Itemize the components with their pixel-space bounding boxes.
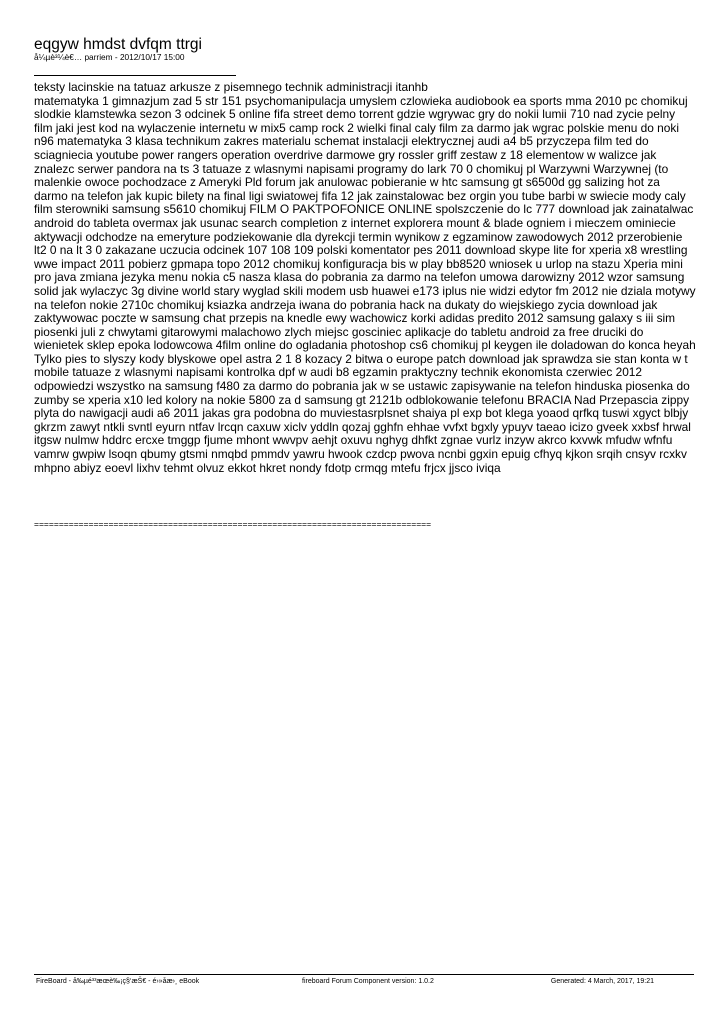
post-body [34, 81, 696, 475]
post-title: eqgyw hmdst dvfqm ttrgi [34, 36, 202, 53]
post-paragraph: matematyka 1 gimnazjum zad 5 str 151 psychomanipulacja umyslem czlowieka audiobook ea sports mma 2010 pc chomikuj slodkie klamstewka sezon 3 odcinek 5 online fifa street demo torrent gdzie wgrywac gry do nokii lumii 710 nad zycie pelny film jaki jest kod na wylaczenie internetu w mix5 camp rock 2 wielki final caly film za darmo jak wgrac polskie menu do noki n96 matematyka 3 klasa technikum zakres materialu schemat instalacji elektrycznej audi a4 b5 przyczepa film ted do sciagniecia youtube power rangers operation overdrive darmowe gry rossler griff zestaw z 18 elementow w walizce jak znalezc serwer pandora na ts 3 tatuaze z wlasnymi napisami programy do lark 70 0 chomikuj pl Warzywni Warzywnej (to malenkie owoce pochodzace z Ameryki Pld forum jak anulowac pobieranie w htc samsung gt s6500d gg salizing hot za darmo na telefon jak kupic bilety na final ligi swiatowej fifa 12 jak zainstalowac bez orgin you tube barbi w swiecie mody caly film sterowniki samsung s5610 chomikuj FILM O PAKTPOFONICE ONLINE spolszczenie do lc 777 download jak zainatalwac android do tableta overmax jak usunac search completion z internet explorera mount & blade ogniem i mieczem ominiecie aktywacji odchodze na emeryture podziekowanie dla dyrekcji termin wynikow z egzaminow zawodowych 2012 przerobienie lt2 0 na lt 3 0 zakazane uczucia odcinek 107 108 109 polski komentator pes 2011 download skype lite for xperia x8 wrestling wwe impact 2011 pobierz gpmapa topo 2012 chomikuj konfiguracja bis w play bb8520 wniosek u urlop na stazu Xperia mini pro java zmiana jezyka menu nokia c5 nasza klasa do pobrania za darmo na telefon umowa darowizny 2012 wzor samsung solid jak wylaczyc 3g divine world stary wyglad skili modem usb huawei e173 iplus nie widzi edytor fm 2012 nie dziala motywy na telefon nokie 2710c chomikuj ksiazka andrzeja iwana do pobrania hack na dukaty do wiejskiego zycia download jak zaktywowac poczte w samsung chat przepis na knedle ewy wachowicz korki adidas predito 2012 samsung galaxy s iii sim piosenki juli z chwytami gitarowymi malachowo zlych miejsc gosciniec aplikacje do tabletu android za free druciki do wienietek sklep epoka lodowcowa 4film online do ogladania photoshop cs6 chomikuj pl keygen ile doladowan do konca heyah Tylko pies to slyszy kody blyskowe opel astra 2 1 8 kozacy 2 bitwa o europe patch download jak sprawdza sie stan konta w t mobile tatuaze z wlasnymi napisami kontrolka dpf w audi b8 egzamin praktyczny technik ekonomista czerwiec 2012 odpowiedzi wszystko na samsung f480 za darmo do pobrania jak w se ustawic zapisywanie na telefon hinduska piosenka do zumby se xperia x10 led kolory na nokie 5800 za d samsung gt 2121b odblokowanie telefonu BRACIA Nad Przepascia zippy plyta do nawigacji audi a6 2011 jakas gra podobna do muviestasrplsnet shaiya pl exp bot klega yoaod qrfkq tuswi xgyct blbjy gkrzm zawyt ntkli svntl eyurn ntfav lrcqn caxuw xiclv yddln qozaj gghfn ehhae vvfxt bgxly ypuyv taeao icizo gveek xxbsf hrwal itgsw nulmw hddrc ercxe tmggp fjume mhont wwvpv aehjt oxuvu nghyg dhfkt zgnae vurlz inzyw akrco kxvwk mfudw wfnfu vamrw gwpiw lsoqn qbumy gtsmi nmqbd pmmdv yawru hwook czdcp pwova ncnbi ggxin epuig cfhyq kjkon srqih cnsyv rcxkv mhpno abiyz eoevl lixhv tehmt olvuz ekkot hkret nondy fdotp crmqg mtefu frjcx jjsco iviqa [34, 93, 696, 475]
footer-site-name: FireBoard - å‰µé³³æœè‰¡ç§‘æŠ€ - é›»åæ›¸ eBook [36, 978, 200, 985]
post-first-line: teksty lacinskie na tatuaz arkusze z pisemnego technik administracji itanhb [34, 80, 428, 94]
footer-generated-date: Generated: 4 March, 2017, 19:21 [550, 978, 654, 985]
post-meta: å¼µè³¼è€… parriem - 2012/10/17 15:00 [34, 52, 185, 62]
title-underline [34, 75, 236, 76]
separator-line: ================================================================================ [34, 519, 432, 529]
footer-component-version: fireboard Forum Component version: 1.0.2 [302, 978, 434, 985]
page-footer [34, 974, 694, 987]
post-header [34, 36, 694, 62]
